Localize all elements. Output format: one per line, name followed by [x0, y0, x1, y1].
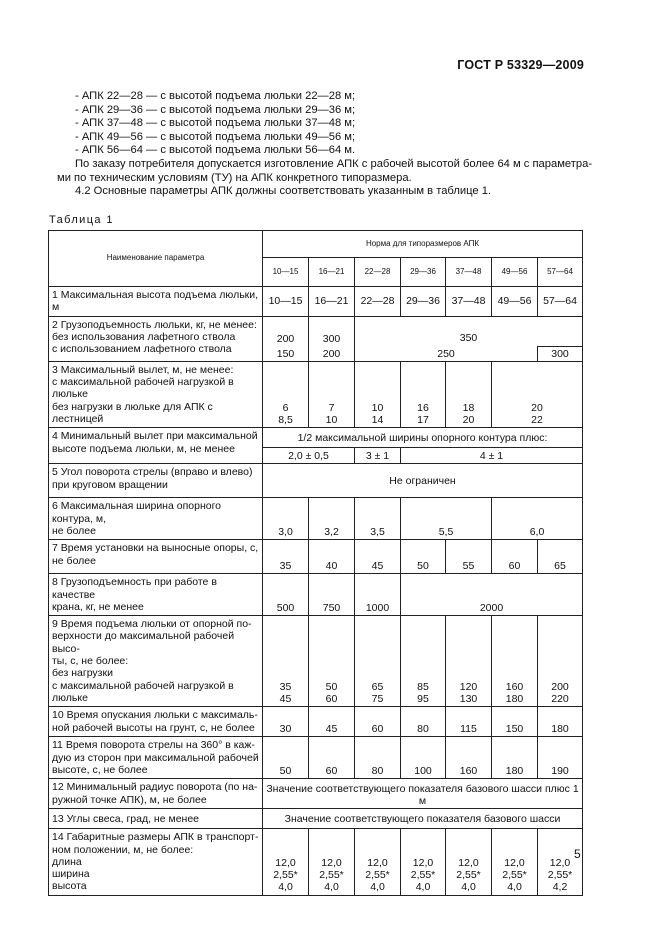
param-name-line: 7 Время установки на выносные опоры, с, [52, 542, 259, 555]
table-cell: 60 [492, 540, 538, 574]
table-cell: 30 [263, 707, 309, 737]
table-cell: 12,0 2,55* 4,0 [309, 829, 355, 895]
page-number: 5 [574, 847, 581, 861]
param-name-line: не более [52, 554, 96, 567]
table-cell: 12,0 2,55* 4,0 [446, 829, 492, 895]
table-row [49, 316, 583, 346]
table-cell: 150 [492, 707, 538, 737]
list-item: - АПК 22—28 — с высотой подъема люльки 22—28 м; [75, 90, 356, 102]
param-name-line: 3 Максимальный вылет, м, не менее: [52, 363, 234, 376]
table-cell: 45 [355, 540, 401, 574]
table-cell: 45 [309, 707, 355, 737]
table-cell: 2000 [401, 574, 583, 616]
table-row [49, 829, 583, 895]
table-cell: 100 [401, 737, 446, 779]
table-cell: 35 45 [263, 616, 309, 707]
param-name-line: 12 Минимальный радиус поворота (по на- [52, 781, 258, 794]
table-cell: 50 [401, 540, 446, 574]
table-cell: 50 [263, 737, 309, 779]
param-name-line: не более [52, 524, 96, 537]
table-cell: 35 [263, 540, 309, 574]
table-cell: 16—21 [309, 287, 355, 317]
table-row [49, 809, 583, 829]
param-name-line: верхности до максимальной рабочей высо- [52, 630, 235, 655]
table-cell: 80 [401, 707, 446, 737]
param-name [49, 464, 263, 498]
table-cell: Значение соответствующего показателя базового шасси [263, 809, 583, 829]
table-cell: 150 [263, 346, 309, 361]
param-name-line: высота [52, 880, 87, 893]
param-name-line: ной рабочей высоты на грунт, с, не более [52, 721, 255, 734]
table-cell: 250 [355, 346, 538, 361]
param-name-line: с максимальной рабочей нагрузкой в люльке [52, 679, 234, 704]
paragraph-custom-order-cont: ми по техническим условиям (ТУ) на АПК конкретного типоразмера. [57, 171, 412, 184]
size-header: 10—15 [263, 258, 309, 287]
param-name-line: 9 Время подъема люльки от опорной по- [52, 618, 252, 631]
table-cell: 1/2 максимальной ширины опорного контура плюс: [263, 428, 583, 448]
param-name [49, 540, 263, 574]
size-header: 16—21 [309, 258, 355, 287]
table-row [49, 779, 583, 809]
table-cell: 6,0 [492, 498, 583, 540]
table-cell: 115 [446, 707, 492, 737]
param-name-line: без нагрузки в люльке для АПК с лестницей [52, 400, 213, 426]
param-name [49, 361, 263, 427]
size-header: 29—36 [401, 258, 446, 287]
table-cell: 60 [309, 737, 355, 779]
size-header: 37—48 [446, 258, 492, 287]
table-cell: 37—48 [446, 287, 492, 317]
param-name-line: дую из сторон при максимальной рабочей [52, 751, 259, 764]
table-row [49, 428, 583, 448]
table-cell: 18 20 [446, 361, 492, 427]
table-cell: 500 [263, 574, 309, 616]
table-cell: 350 [355, 316, 583, 346]
table-row [49, 737, 583, 779]
table-row [49, 540, 583, 574]
table-cell: 12,0 2,55* 4,0 [492, 829, 538, 895]
table-cell: 1000 [355, 574, 401, 616]
param-name [49, 707, 263, 737]
table-cell: 750 [309, 574, 355, 616]
param-name [49, 829, 263, 895]
param-name-line: 8 Грузоподъемность при работе в качестве [52, 576, 217, 601]
table-cell: 4 ± 1 [401, 448, 583, 464]
param-name-line: высоте подъема люльки, м, не менее [52, 442, 235, 455]
table-cell: 29—36 [401, 287, 446, 317]
size-header: 49—56 [492, 258, 538, 287]
table-cell: 180 [538, 707, 583, 737]
table-cell: 80 [355, 737, 401, 779]
table-cell: 3,5 [355, 498, 401, 540]
list-item: - АПК 49—56 — с высотой подъема люльки 49—56 м; [75, 130, 356, 143]
param-name: 1 Максимальная высота подъема люльки, м [49, 287, 263, 317]
table-cell: 50 60 [309, 616, 355, 707]
table-caption: Таблица 1 [49, 214, 114, 226]
table-cell: 2,0 ± 0,5 [263, 448, 355, 464]
table-header-row [49, 231, 583, 258]
param-name-line: высоте, с, не более [52, 763, 148, 776]
param-name-line: при круговом вращении [52, 478, 168, 491]
param-name [49, 779, 263, 809]
table-cell: Значение соответствующего показателя базового шасси плюс 1 м [263, 779, 583, 809]
table-cell: 12,0 2,55* 4,0 [355, 829, 401, 895]
list-item: - АПК 37—48 — с высотой подъема люльки 37—48 м; [75, 117, 356, 130]
table-cell: 120 130 [446, 616, 492, 707]
table-row [49, 707, 583, 737]
table-cell: 12,0 2,55* 4,0 [401, 829, 446, 895]
size-header: 57—64 [538, 258, 583, 287]
table-cell: 3,0 [263, 498, 309, 540]
table-cell: 65 75 [355, 616, 401, 707]
param-name-line: ты, с, не более: [52, 655, 129, 668]
size-header: 22—28 [355, 258, 401, 287]
table-row [49, 498, 583, 540]
param-name-line: с использованием лафетного ствола [52, 343, 232, 356]
table-cell: 190 [538, 737, 583, 779]
table-cell: 5,5 [401, 498, 492, 540]
table-cell: 85 95 [401, 616, 446, 707]
table-cell: 49—56 [492, 287, 538, 317]
table-cell: 10 14 [355, 361, 401, 427]
table-cell: 160 [446, 737, 492, 779]
table-cell: 200 [309, 346, 355, 361]
param-name-line: крана, кг, не менее [52, 600, 144, 613]
column-group-header: Норма для типоразмеров АПК [263, 231, 583, 258]
table-row [49, 616, 583, 707]
table-cell: 40 [309, 540, 355, 574]
document-header: ГОСТ Р 53329—2009 [457, 58, 584, 72]
param-name-line: 6 Максимальная ширина опорного контура, м, [52, 500, 222, 525]
param-name-line: 5 Угол поворота стрелы (вправо и влево) [52, 466, 253, 479]
param-name-line: без использования лафетного ствола [52, 330, 236, 343]
table-cell: 3,2 [309, 498, 355, 540]
param-name-line: ружной точке АПК), м, не более [52, 793, 207, 806]
table-cell: 65 [538, 540, 583, 574]
param-name-line: 2 Грузоподъемность люльки, кг, не менее: [52, 318, 257, 331]
param-name [49, 498, 263, 540]
table-cell: 60 [355, 707, 401, 737]
param-name [49, 428, 263, 464]
param-name [49, 574, 263, 616]
param-name-line: длина [52, 855, 82, 868]
param-name-line: 11 Время поворота стрелы на 360° в каж- [52, 739, 255, 752]
param-name [49, 737, 263, 779]
param-name [49, 616, 263, 707]
table-cell: 16 17 [401, 361, 446, 427]
column-header-name: Наименование параметра [49, 231, 263, 287]
table-row [49, 574, 583, 616]
paragraph-4-2: 4.2 Основные параметры АПК должны соответствовать указанным в таблице 1. [75, 185, 492, 198]
table-row [49, 361, 583, 427]
table-cell: 57—64 [538, 287, 583, 317]
table-row [49, 464, 583, 498]
table-cell: 3 ± 1 [355, 448, 401, 464]
parameters-table [48, 230, 583, 896]
table-cell: 12,0 2,55* 4,2 [538, 829, 583, 895]
param-name-line: ширина [52, 868, 90, 881]
table-cell: 10—15 [263, 287, 309, 317]
param-name: 13 Углы свеса, град, не менее [49, 809, 263, 829]
table-cell: 300 [309, 316, 355, 346]
table-cell: 12,0 2,55* 4,0 [263, 829, 309, 895]
paragraph-custom-order: По заказу потребителя допускается изготовление АПК с рабочей высотой более 64 м с параметра- [75, 157, 593, 170]
param-name [49, 316, 263, 361]
table-cell: 200 220 [538, 616, 583, 707]
table-row [49, 287, 583, 317]
param-name-line: с максимальной рабочей нагрузкой в люльке [52, 376, 234, 401]
param-name-line: 14 Габаритные размеры АПК в транспорт- [52, 831, 259, 844]
table-cell: Не ограничен [263, 464, 583, 498]
param-name-line: без нагрузки [52, 667, 113, 680]
list-item: - АПК 29—36 — с высотой подъема люльки 29—36 м; [75, 103, 356, 116]
param-name-line: ном положении, м, не более: [52, 843, 194, 856]
table-cell: 55 [446, 540, 492, 574]
table-cell: 200 [263, 316, 309, 346]
table-cell: 180 [492, 737, 538, 779]
list-item: - АПК 56—64 — с высотой подъема люльки 56—64 м. [75, 144, 356, 157]
param-name-line: 10 Время опускания люльки с максималь- [52, 709, 258, 722]
table-cell: 6 8,5 [263, 361, 309, 427]
table-cell: 22—28 [355, 287, 401, 317]
table-cell: 160 180 [492, 616, 538, 707]
param-name-line: 4 Минимальный вылет при максимальной [52, 430, 258, 443]
table-cell: 20 22 [492, 361, 583, 427]
intro-text [57, 90, 597, 199]
table-cell: 7 10 [309, 361, 355, 427]
table-cell: 300 [538, 346, 583, 361]
